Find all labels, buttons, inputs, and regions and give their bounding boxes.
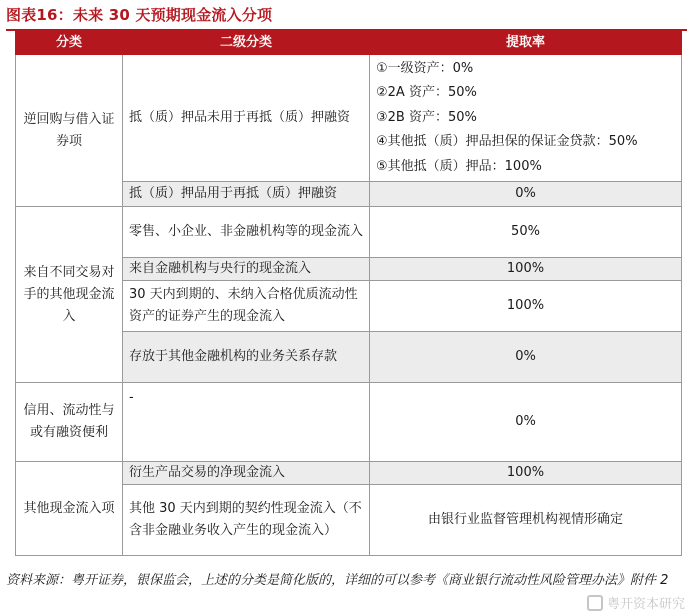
- figure-title: 图表16：未来 30 天预期现金流入分项: [6, 6, 273, 24]
- rate-list-cell: [370, 55, 682, 182]
- subcategory-cell: 30 天内到期的、未纳入合格优质流动性资产的证券产生的现金流入: [123, 281, 370, 332]
- subcategory-cell: 衍生产品交易的净现金流入: [123, 462, 370, 485]
- header-rate: 提取率: [370, 32, 682, 55]
- table-row: [16, 383, 682, 462]
- table-row: [16, 55, 682, 182]
- rate-cell: 由银行业监督管理机构视情形确定: [370, 485, 682, 556]
- subcategory-cell: 抵（质）押品未用于再抵（质）押融资: [123, 55, 370, 182]
- rate-item: ②2A 资产：50%: [376, 85, 477, 101]
- watermark-text: 粤开资本研究: [606, 597, 685, 612]
- subcategory-cell: -: [123, 383, 370, 462]
- rate-cell: 50%: [370, 207, 682, 258]
- watermark-logo-icon: [587, 595, 603, 611]
- subcategory-cell: 零售、小企业、非金融机构等的现金流入: [123, 207, 370, 258]
- category-cell: 逆回购与借入证券项: [16, 55, 123, 207]
- subcategory-cell: 抵（质）押品用于再抵（质）押融资: [123, 182, 370, 207]
- subcategory-cell: 来自金融机构与央行的现金流入: [123, 258, 370, 281]
- table-header-row: [16, 32, 682, 55]
- rate-item: ③2B 资产：50%: [376, 109, 477, 125]
- rate-cell: 0%: [370, 332, 682, 383]
- subcategory-cell: 存放于其他金融机构的业务关系存款: [123, 332, 370, 383]
- rate-item: ④其他抵（质）押品担保的保证金贷款：50%: [376, 134, 638, 150]
- rate-cell: 100%: [370, 281, 682, 332]
- rate-item: ⑤其他抵（质）押品：100%: [376, 158, 542, 174]
- subcategory-cell: 其他 30 天内到期的契约性现金流入（不含非金融业务收入产生的现金流入）: [123, 485, 370, 556]
- rate-cell: 100%: [370, 462, 682, 485]
- header-subcategory: 二级分类: [123, 32, 370, 55]
- source-footnote: 资料来源：粤开证券，银保监会，上述的分类是简化版的，详细的可以参考《商业银行流动性风险管理办法》附件 2: [6, 573, 669, 588]
- table-row: [16, 462, 682, 485]
- category-cell: 信用、流动性与或有融资便利: [16, 383, 123, 462]
- category-cell: 其他现金流入项: [16, 462, 123, 556]
- cash-inflow-table: [15, 31, 682, 556]
- rate-cell: 0%: [370, 182, 682, 207]
- category-cell: 来自不同交易对手的其他现金流入: [16, 207, 123, 383]
- watermark: [587, 593, 685, 612]
- rate-cell: 100%: [370, 258, 682, 281]
- rate-item: ①一级资产：0%: [376, 60, 474, 76]
- rate-cell: 0%: [370, 383, 682, 462]
- header-category: 分类: [16, 32, 123, 55]
- table-row: [16, 207, 682, 258]
